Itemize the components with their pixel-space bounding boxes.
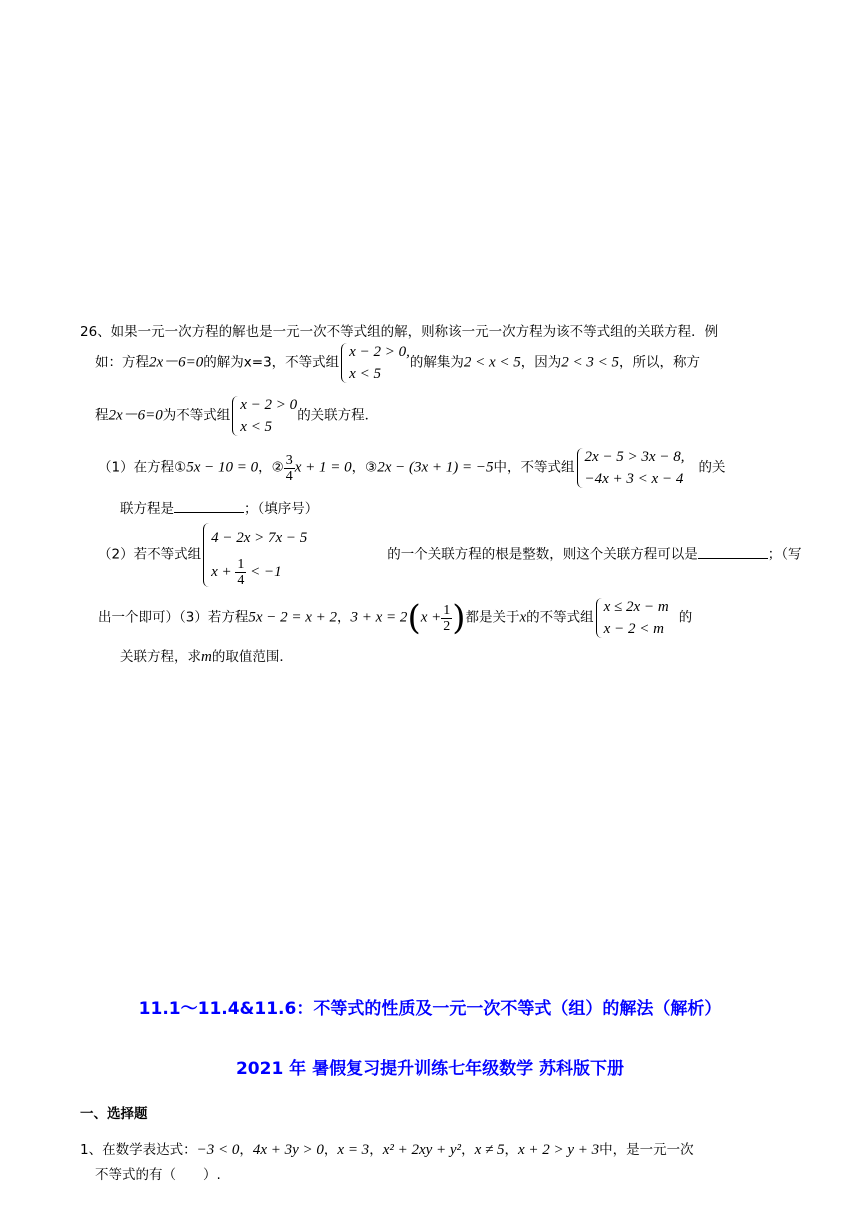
q26-line-1	[80, 320, 718, 340]
question-text: 、如果一元一次方程的解也是一元一次不等式组的解，则称该一元一次方程为该不等式组的关联方程．例	[97, 324, 719, 340]
text-segment: 程	[95, 407, 109, 424]
equation: 3 + x = 2	[350, 609, 408, 626]
equation: x +	[420, 609, 442, 626]
equation: 2x－6=0	[149, 354, 204, 371]
expression: x = 3	[337, 1142, 370, 1158]
system-row: −4x + 3 < x − 4	[584, 471, 684, 487]
q26-line-3	[95, 394, 378, 438]
inequality-system	[201, 521, 307, 589]
text-segment: （1）在方程①	[98, 459, 187, 476]
answer-blank[interactable]	[698, 544, 768, 559]
inequality: 2 < x < 5	[463, 354, 521, 371]
q26-line-2	[95, 341, 700, 385]
expression: x ≠ 5	[474, 1142, 505, 1158]
separator: ，	[461, 1142, 475, 1158]
fraction	[235, 557, 246, 588]
q1-line-2	[95, 1163, 221, 1183]
variable: x	[519, 609, 527, 626]
expression: −3 < 0	[196, 1142, 240, 1158]
fraction	[441, 603, 452, 634]
equation: 5x − 2 = x + 2	[248, 609, 338, 626]
inequality-system	[575, 446, 685, 490]
inequality-system	[594, 596, 669, 640]
q26-part2-line	[98, 521, 802, 589]
system-row-part: < −1	[250, 564, 282, 580]
left-paren: (	[407, 598, 421, 638]
fraction-denominator: 4	[285, 468, 293, 484]
text-segment: 出一个即可）（3）若方程	[98, 609, 249, 626]
document-title: 11.1～11.4&11.6：不等式的性质及一元一次不等式（组）的解法（解析）	[138, 999, 722, 1019]
section-title: 一、选择题	[80, 1106, 148, 1122]
text-segment: 的关联方程．	[297, 407, 379, 424]
document-subtitle: 2021 年 暑假复习提升训练七年级数学 苏科版下册	[235, 1059, 625, 1079]
equation: 2x − (3x + 1) = −5	[377, 459, 494, 476]
answer-blank[interactable]	[174, 498, 244, 513]
text-segment: 的关	[698, 459, 726, 476]
question-number: 26	[80, 324, 98, 340]
text-segment: 的不等式组	[526, 609, 594, 626]
equation: 2x－6=0	[108, 407, 163, 424]
text-segment: ，	[337, 609, 351, 626]
text-segment: 的一个关联方程的根是整数，则这个关联方程可以是	[387, 546, 698, 563]
fraction-denominator: 4	[237, 573, 245, 589]
fraction-numerator: 3	[285, 452, 293, 468]
inequality-system	[339, 341, 410, 385]
right-paren: )	[452, 598, 466, 638]
text-segment: 的取值范围．	[211, 649, 293, 665]
text-segment: ，③	[351, 459, 378, 476]
fraction-numerator: 1	[443, 602, 451, 618]
fraction	[284, 453, 295, 484]
text-segment: 的	[678, 609, 693, 626]
system-row: x ≤ 2x − m	[603, 599, 669, 615]
text-segment: 关联方程，求	[120, 649, 201, 665]
text-segment: 的解为x=3，不等式组	[203, 354, 340, 371]
inequality-system	[230, 394, 297, 438]
text-segment: 不等式的有（ ）.	[95, 1167, 221, 1183]
q26-part1-line-2	[120, 497, 318, 517]
text-segment: 中，是一元一次	[599, 1142, 694, 1158]
system-row: x < 5	[349, 366, 381, 382]
system-row-part: x +	[211, 564, 232, 580]
system-row: x − 2 < m	[603, 621, 664, 637]
text-segment: ，所以，称方	[618, 354, 700, 371]
inequality: 2 < 3 < 5	[561, 354, 619, 371]
text-segment: ，②	[258, 459, 284, 476]
equation: 5x − 10 = 0	[186, 459, 259, 476]
fraction-numerator: 1	[237, 557, 245, 573]
text-segment: 如：方程	[95, 354, 149, 371]
text-segment: 都是关于	[465, 609, 520, 626]
text-segment: 为不等式组	[162, 407, 231, 424]
q1-line-1	[80, 1138, 694, 1159]
text-segment: ；（填序号）	[244, 501, 319, 517]
expression: 4x + 3y > 0	[252, 1142, 324, 1158]
q26-part3-line	[98, 596, 692, 640]
separator: ，	[323, 1142, 338, 1158]
system-row: x < 5	[240, 419, 273, 435]
system-row: x − 2 > 0	[240, 397, 298, 413]
text-segment: 、在数学表达式：	[88, 1142, 197, 1158]
system-row: x − 2 > 0,	[349, 344, 410, 360]
text-segment: 中，不等式组	[493, 459, 575, 476]
separator: ，	[239, 1142, 253, 1158]
expression: x + 2 > y + 3	[517, 1142, 600, 1158]
text-segment: ；（写	[767, 546, 802, 563]
system-row: 2x − 5 > 3x − 8,	[584, 449, 685, 465]
text-segment: 的解集为	[409, 354, 464, 371]
q26-part3-line-2	[120, 645, 293, 666]
fraction-denominator: 2	[443, 618, 451, 634]
system-row	[211, 555, 307, 589]
q26-part1-line	[98, 446, 725, 490]
equation: x + 1 = 0	[294, 459, 352, 476]
question-number: 1	[80, 1142, 89, 1158]
text-segment: ，因为	[520, 354, 562, 371]
expression: x² + 2xy + y²	[382, 1142, 462, 1158]
separator: ，	[369, 1142, 383, 1158]
separator: ，	[504, 1142, 518, 1158]
variable: m	[201, 649, 212, 665]
text-segment: （2）若不等式组	[98, 546, 202, 563]
system-row: 4 − 2x > 7x − 5	[211, 530, 308, 546]
text-segment: 联方程是	[120, 501, 174, 517]
